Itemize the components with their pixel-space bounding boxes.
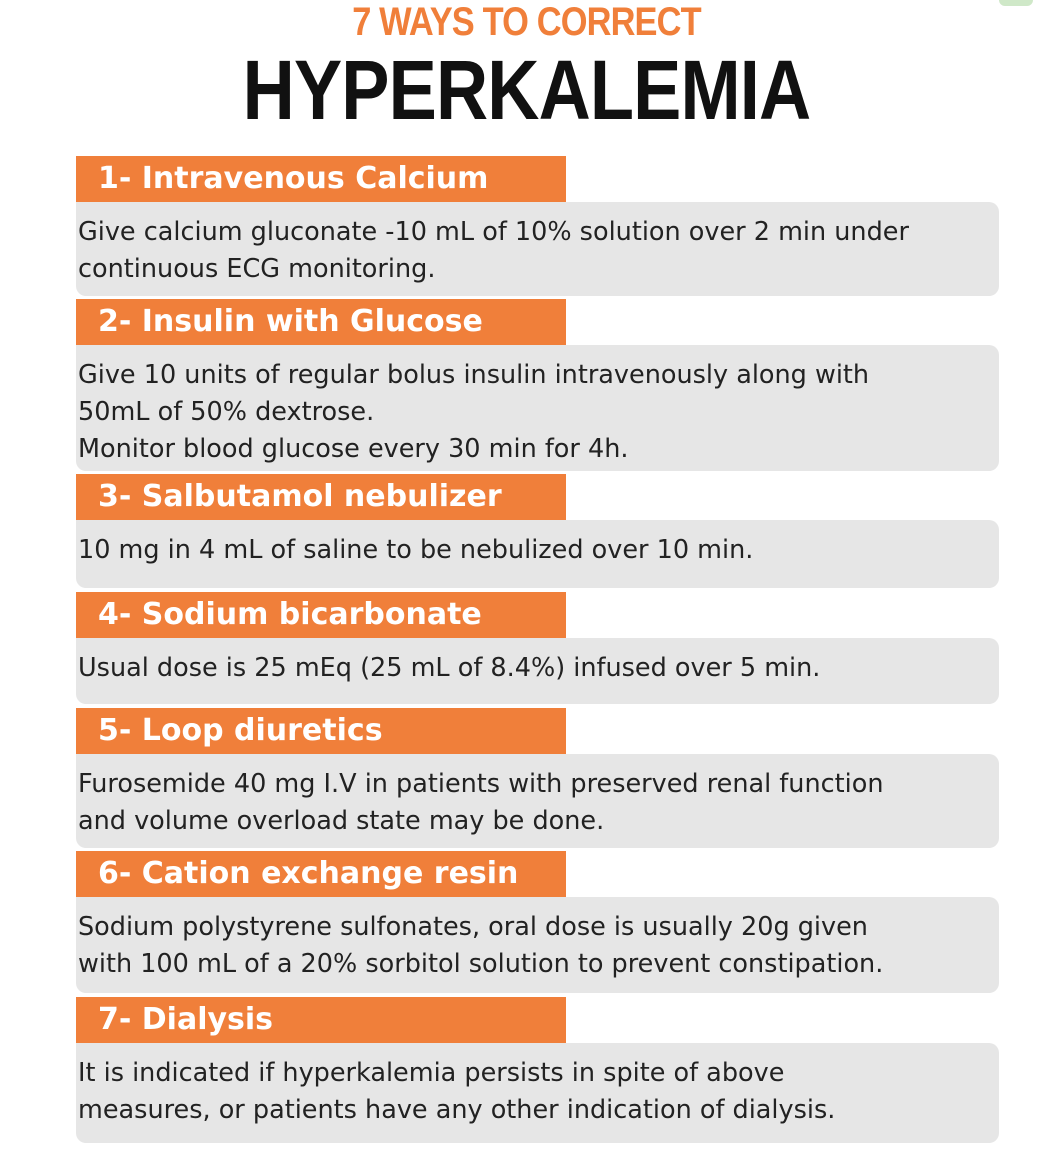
section-text-line: measures, or patients have any other indication of dialysis. [78,1095,836,1125]
section-text-line: Give calcium gluconate -10 mL of 10% solution over 2 min under [78,217,909,247]
corner-decoration [999,0,1033,6]
section-text-line: Give 10 units of regular bolus insulin intravenously along with [78,360,870,390]
section-text-line: continuous ECG monitoring. [78,254,436,284]
section-body-cation-exchange-resin [76,897,999,993]
section-body-sodium-bicarbonate [76,638,999,704]
section-body-dialysis [76,1043,999,1143]
section-heading-sodium-bicarbonate: 4- Sodium bicarbonate [76,592,566,638]
section-text-line: Usual dose is 25 mEq (25 mL of 8.4%) infused over 5 min. [78,653,821,683]
section-text-line: Sodium polystyrene sulfonates, oral dose is usually 20g given [78,912,868,942]
section-text-line: It is indicated if hyperkalemia persists in spite of above [78,1058,785,1088]
section-body-insulin-with-glucose [76,345,999,471]
section-text-line: 50mL of 50% dextrose. [78,397,375,427]
section-heading-dialysis: 7- Dialysis [76,997,566,1043]
section-heading-salbutamol-nebulizer: 3- Salbutamol nebulizer [76,474,566,520]
section-body-loop-diuretics [76,754,999,848]
section-text-line: 10 mg in 4 mL of saline to be nebulized over 10 min. [78,535,754,565]
section-body-salbutamol-nebulizer [76,520,999,588]
section-body-intravenous-calcium [76,202,999,296]
section-heading-cation-exchange-resin: 6- Cation exchange resin [76,851,566,897]
section-text-line: Furosemide 40 mg I.V in patients with preserved renal function [78,769,884,799]
section-text-line: with 100 mL of a 20% sorbitol solution to prevent constipation. [78,949,884,979]
section-text-line: Monitor blood glucose every 30 min for 4h. [78,434,629,464]
section-heading-insulin-with-glucose: 2- Insulin with Glucose [76,299,566,345]
section-heading-intravenous-calcium: 1- Intravenous Calcium [76,156,566,202]
page-title: HYPERKALEMIA [242,43,811,137]
page-subtitle: 7 WAYS TO CORRECT [352,0,701,44]
section-text-line: and volume overload state may be done. [78,806,605,836]
section-heading-loop-diuretics: 5- Loop diuretics [76,708,566,754]
